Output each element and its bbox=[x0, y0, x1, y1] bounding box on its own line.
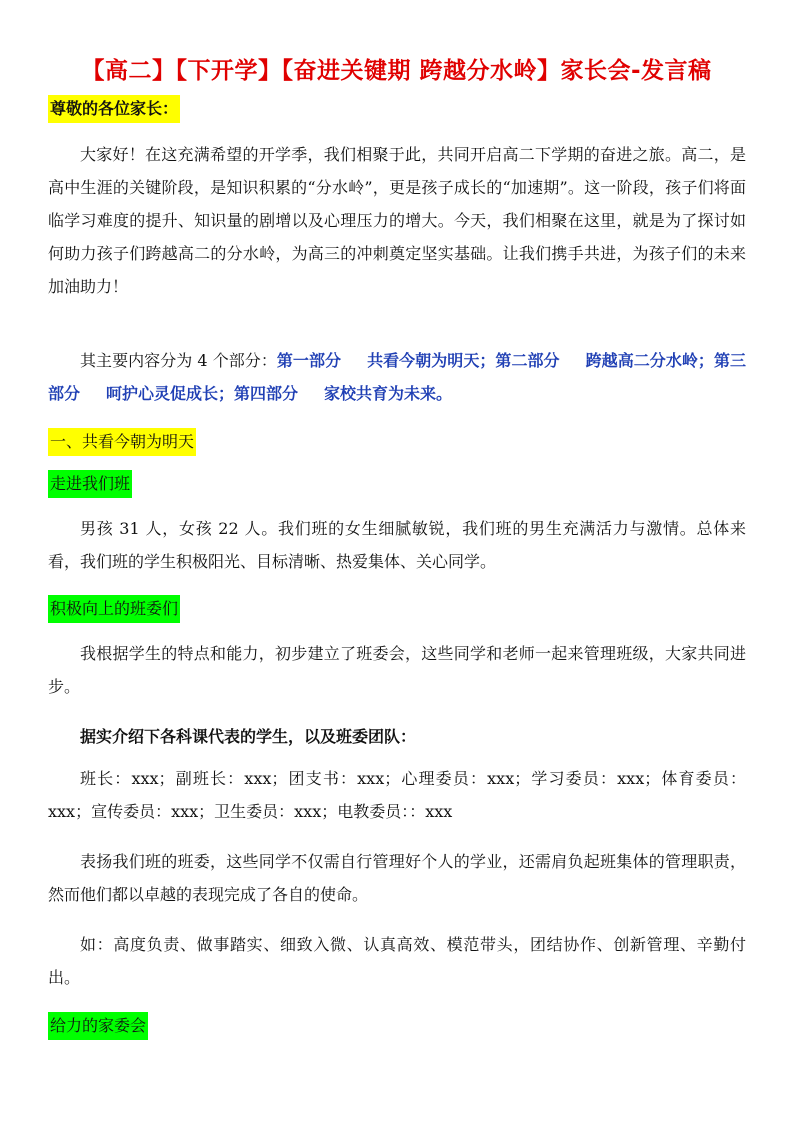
subheading-parent-committee: 给力的家委会 bbox=[48, 1012, 148, 1040]
praise-paragraph: 表扬我们班的班委，这些同学不仅需自行管理好个人的学业，还需肩负起班集体的管理职责，然而他们都以卓越的表现完成了各自的使命。 bbox=[48, 852, 746, 904]
committee-intro-bold: 据实介绍下各科课代表的学生，以及班委团队： bbox=[80, 727, 417, 746]
subheading-class-committee: 积极向上的班委们 bbox=[48, 595, 180, 623]
outline-part4-title: 家校共育为未来。 bbox=[324, 384, 453, 403]
intro-paragraph: 大家好！在这充满希望的开学季，我们相聚于此，共同开启高二下学期的奋进之旅。高二，是高中生涯的关键阶段，是知识积累的“分水岭”，更是孩子成长的“加速期”。这一阶段，孩子们将面临学习难度的提升、知识量的剧增以及心理压力的增大。今天，我们相聚在这里，就是为了探讨如何助力孩子们跨越高二的分水岭，为高三的冲刺奠定坚实基础。让我们携手共进，为孩子们的未来加油助力！ bbox=[48, 145, 746, 296]
outline-part3-label: 第三部分 bbox=[48, 351, 746, 403]
outline-paragraph bbox=[48, 344, 746, 410]
greeting-heading: 尊敬的各位家长： bbox=[48, 95, 180, 123]
outline-part4-label: 第四部分 bbox=[234, 384, 299, 403]
outline-part2-label: 第二部分 bbox=[495, 351, 560, 370]
class-stats-paragraph: 男孩 31 人，女孩 22 人。我们班的女生细腻敏锐，我们班的男生充满活力与激情。总体来看，我们班的学生积极阳光、目标清晰、热爱集体、关心同学。 bbox=[48, 519, 746, 571]
subheading-our-class: 走进我们班 bbox=[48, 470, 132, 498]
section1-heading: 一、共看今朝为明天 bbox=[48, 428, 196, 456]
outline-part3-title: 呵护心灵促成长； bbox=[106, 384, 235, 403]
roles-paragraph: 班长：xxx；副班长：xxx；团支书：xxx；心理委员：xxx；学习委员：xxx；体育委员：xxx；宣传委员：xxx；卫生委员：xxx；电教委员：：xxx bbox=[48, 769, 746, 821]
outline-part2-title: 跨越高二分水岭； bbox=[585, 351, 714, 370]
document-title: 【高二】【下开学】【奋进关键期 跨越分水岭】家长会-发言稿 bbox=[81, 58, 712, 84]
outline-part1-title: 共看今朝为明天； bbox=[367, 351, 496, 370]
committee-paragraph: 我根据学生的特点和能力，初步建立了班委会，这些同学和老师一起来管理班级，大家共同进步。 bbox=[48, 644, 746, 696]
qualities-paragraph: 如：高度负责、做事踏实、细致入微、认真高效、模范带头，团结协作、创新管理、辛勤付出。 bbox=[48, 935, 746, 987]
outline-part1-label: 第一部分 bbox=[276, 351, 342, 370]
outline-lead: 其主要内容分为 4 个部分： bbox=[80, 351, 277, 370]
